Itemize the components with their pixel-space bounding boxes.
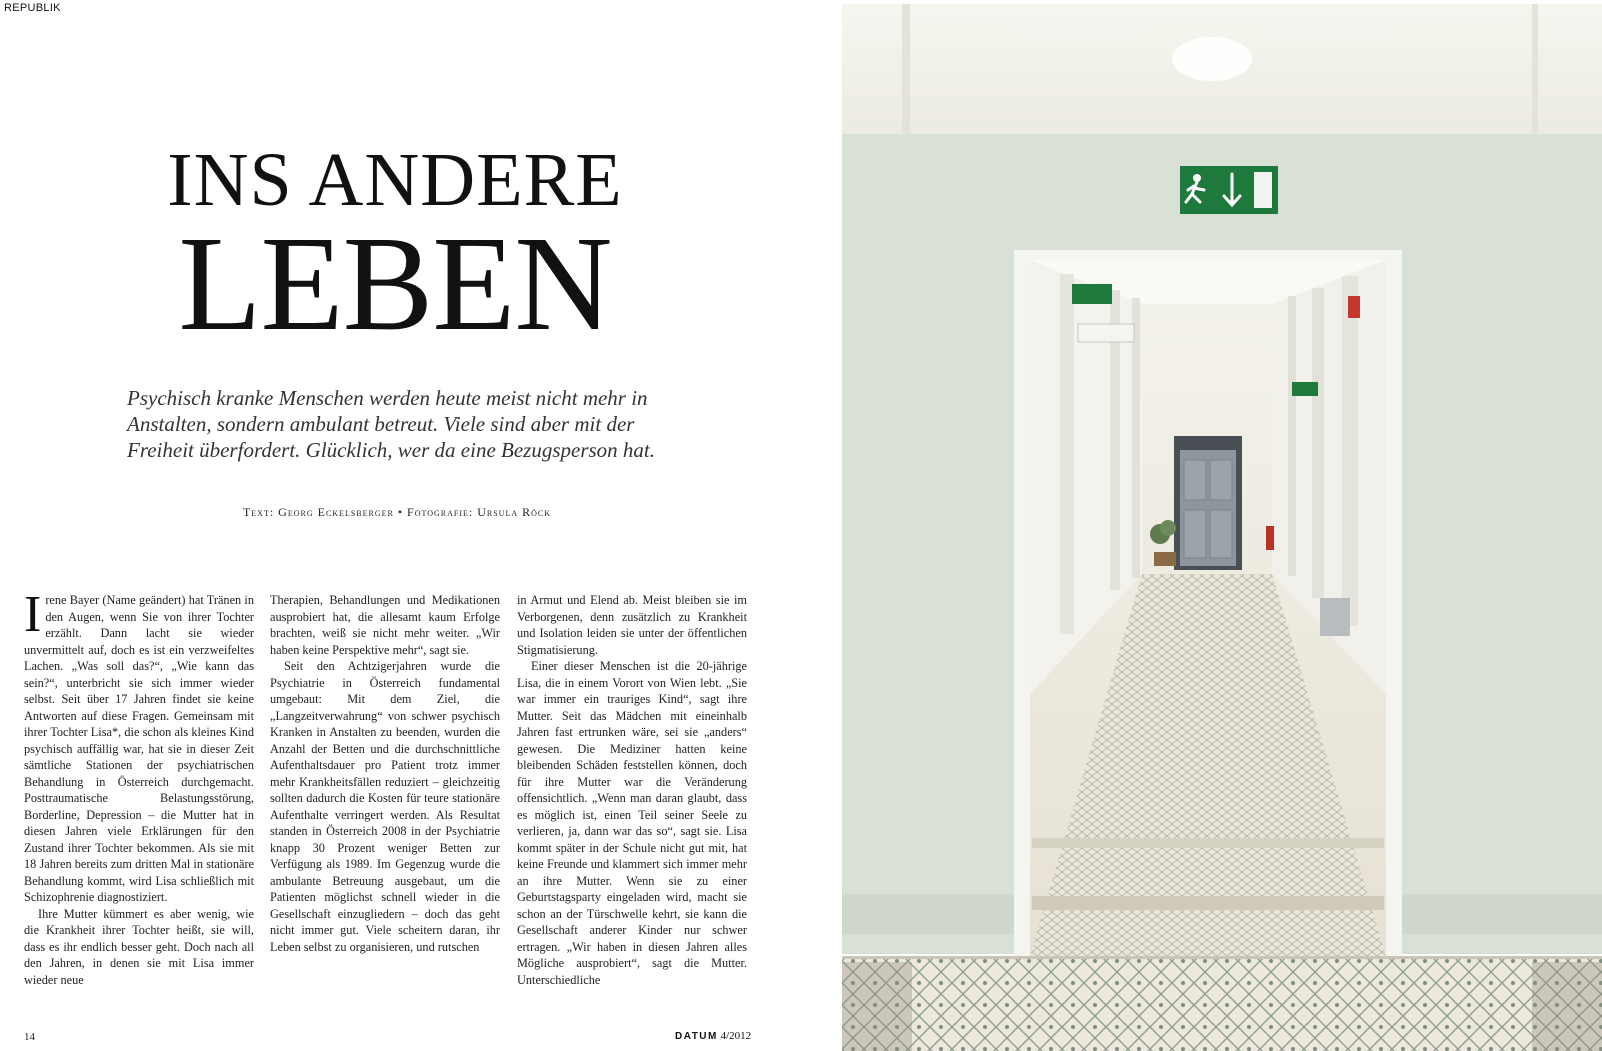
paragraph-text: rene Bayer (Name geändert) hat Tränen in den Augen, wenn Sie von ihrer Tochter erzählt. Dann lacht sie wieder unvermittelt auf, doch es ist ein verzweifeltes Lachen. „Was soll das?“, „Wie kann das sein?“, unterbricht sie sich immer wieder selbst. Seit über 17 Jahren findet sie keine Antworten auf diese Fragen. Gemeinsam mit ihrer Tochter Lisa*, die schon als kleines Kind psychisch auffällig war, hat sie in dieser Zeit sämtliche Stationen der psychiatrischen Behandlung in Österreich durchgemacht. Posttraumatische Belastungsstörung, Borderline, Depression – die Mutter hat in diesen Jahren viele Erklärungen für den Zustand ihrer Tochter bekommen. Als sie mit 18 Jahren bereits zum dritten Mal in stationäre Behandlung kommt, wird Lisa schließlich mit Schizophrenie diagnostiziert.: [24, 593, 254, 904]
article-column-3: [517, 592, 747, 988]
floor-tiles: [842, 956, 1602, 1051]
page-number: 14: [24, 1031, 35, 1043]
headline-line-1: INS ANDERE: [167, 138, 623, 222]
paragraph: in Armut und Elend ab. Meist bleiben sie im Verborgenen, denn zusätzlich zu Krankheit und Isolation leiden sie unter der öffentlichen Stigmatisierung.: [517, 593, 747, 657]
paragraph: Seit den Achtzigerjahren wurde die Psychiatrie in Österreich fundamental umgebaut: Mit dem Ziel, die „Langzeitverwahrung“ von schwer psychisch Kranken in Anstalten zu beenden, wurden die Anzahl der Betten und die durchschnittliche Aufenthaltsdauer pro Patient trotz immer mehr Krankheitsfällen reduziert – gleichzeitig sollten dadurch die Kosten für teure stationäre Aufenthalte verringert werden. Als Resultat standen in Österreich 2008 in der Psychiatrie knapp 30 Prozent weniger Betten zur Verfügung als 1989. Im Gegenzug wurde die ambulante Betreuung ausgebaut, um die Patienten möglichst schnell wieder in die Gesellschaft einzugliedern – doch das geht nicht immer gut. Viele scheitern daran, ihr Leben selbst zu organisieren, und rutschen: [270, 659, 500, 954]
headline-line-2: LEBEN: [178, 209, 612, 359]
article-column-1: [24, 586, 254, 988]
hallway-illustration: [842, 4, 1602, 1051]
byline: Text: Georg Eckelsberger • Fotografie: Ursula Röck: [242, 505, 552, 519]
paragraph: Einer dieser Menschen ist die 20-jährige Lisa, die in einem Vorort von Wien lebt. „Sie war immer ein trauriges Kind“, sagt ihre Mutter. Seit das Mädchen mit eineinhalb Jahren fast ertrunken wäre, sei sie „anders“ gewesen. Die Mediziner hatten keine bleibenden Schäden feststellen können, doch für ihre Mutter war die Veränderung offensichtlich. „Wenn man daran glaubt, dass es möglich ist, einen Teil seiner Seele zu verlieren, ja, dann war das so“, sagt sie. Lisa kommt später in der Schule nicht gut mit, hat keine Freunde und klammert sich immer mehr an ihre Mutter. Wenn sie zu einer Geburtstagsparty eingeladen wird, macht sie schon an der Türschwelle kehrt, sie kann die Gesellschaft anderer Kinder nur schwer ertragen. „Wir haben in diesen Jahren alles Mögliche ausprobiert“, sagt die Mutter. Unterschiedliche: [517, 659, 747, 987]
section-label: REPUBLIK: [4, 2, 61, 14]
exit-sign-icon: [1180, 166, 1278, 214]
paragraph: [24, 586, 254, 906]
article-column-2: [270, 592, 500, 955]
paragraph: Ihre Mutter kümmert es aber wenig, wie die Krankheit ihrer Tochter heißt, sie will, dass es ihr endlich besser geht. Doch nach all den Jahren, in denen sie mit Lisa immer wieder neue: [24, 906, 254, 987]
magazine-name: DATUM: [675, 1031, 718, 1042]
drop-cap: I: [24, 586, 42, 643]
issue-number: 4/2012: [720, 1030, 752, 1042]
paragraph: Therapien, Behandlungen und Medikationen ausprobiert hat, die allesamt kaum Erfolge brachten, weiß sie nicht mehr weiter. „Wir haben keine Perspektive mehr“, sagt sie.: [270, 593, 500, 657]
deck: Psychisch kranke Menschen werden heute meist nicht mehr in Anstalten, sondern ambulant betreut. Viele sind aber mit der Freiheit überfordert. Glücklich, wer da eine Bezugsperson hat.: [127, 386, 656, 462]
magazine-footer: [675, 1030, 751, 1042]
hallway-photo: [842, 4, 1602, 1051]
